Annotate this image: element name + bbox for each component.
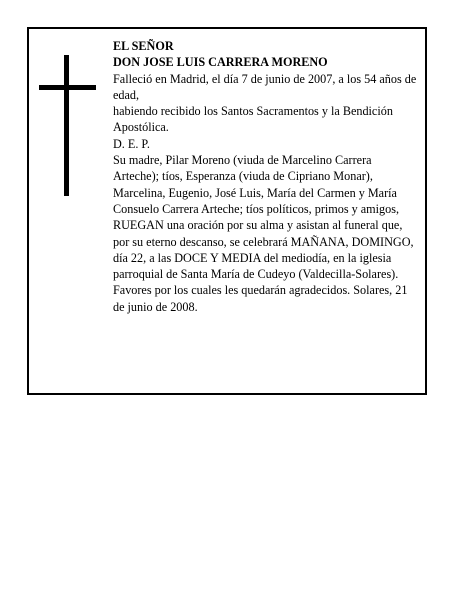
funeral-request: RUEGAN una oración por su alma y asistan al funeral que, por su eterno descanso, se celebrará MAÑANA, DOMINGO, día 22, a las DOCE Y MEDIA del mediodía, en la iglesia parroquial de Santa María de Cudeyo (Valdecilla-Solares). Favores por los cuales les quedarán agradecidos. Solares, 21 de junio de 2008.: [113, 218, 414, 314]
cross-horizontal-bar: [39, 85, 96, 90]
deceased-name: DON JOSE LUIS CARRERA MORENO: [113, 55, 328, 70]
death-details: Falleció en Madrid, el día 7 de junio de 2007, a los 54 años de edad,: [113, 71, 417, 102]
cross-vertical-bar: [64, 55, 69, 196]
family-list: Su madre, Pilar Moreno (viuda de Marcelino Carrera Arteche); tíos, Esperanza (viuda de Cipriano Monar), Marcelina, Eugenio, José Luis, María del Carmen y María Consuelo Carrera Arteche; tíos políticos, primos y amigos,: [113, 153, 400, 216]
obituary-text: [113, 38, 418, 315]
sacraments-line: habiendo recibido los Santos Sacramentos y la Bendición Apostólica.: [113, 104, 393, 135]
heading-title: EL SEÑOR: [113, 39, 174, 53]
rip-line: D. E. P.: [113, 136, 150, 151]
